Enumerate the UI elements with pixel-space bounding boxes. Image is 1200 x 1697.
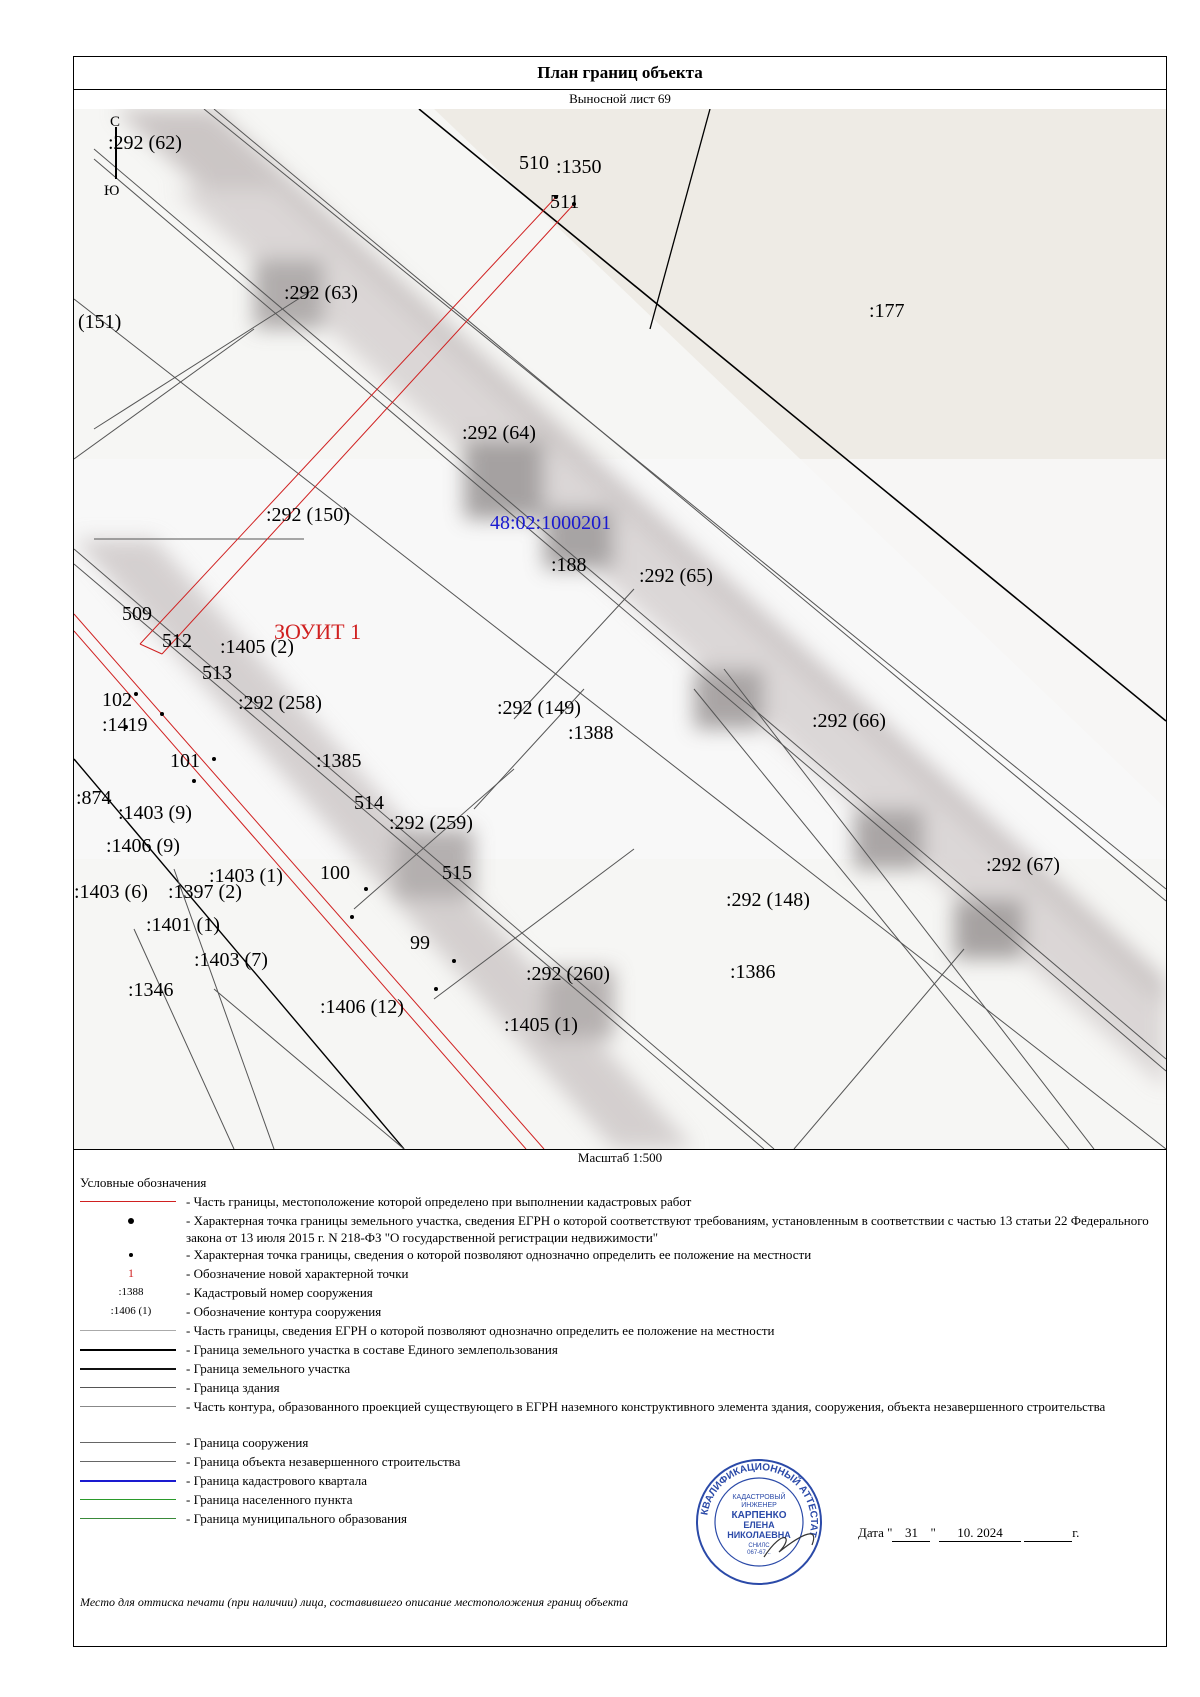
map-label: 510 [519, 152, 549, 174]
map-label: :292 (67) [986, 854, 1060, 876]
legend-text: - Граница объекта незавершенного строительства [186, 1454, 461, 1469]
map-label: 509 [122, 603, 152, 625]
map-label: :292 (148) [726, 889, 810, 911]
legend-text: - Обозначение контура сооружения [186, 1304, 382, 1319]
seal-outer-text: КВАЛИФИКАЦИОННЫЙ АТТЕСТАТ [699, 1461, 820, 1538]
seal-text: НИКОЛАЕВНА [727, 1530, 791, 1540]
legend-symbol [80, 1322, 182, 1341]
map-label: :292 (260) [526, 963, 610, 985]
legend-symbol [80, 1472, 182, 1491]
map-label: 101 [170, 750, 200, 772]
map-area [74, 109, 1166, 1150]
legend-item [80, 1246, 1160, 1265]
legend-item [80, 1341, 1160, 1360]
legend-text: - Часть границы, местоположение которой определено при выполнении кадастровых работ [186, 1194, 692, 1209]
map-label: :292 (63) [284, 282, 358, 304]
map-label: :1403 (7) [194, 949, 268, 971]
seal-text: ИНЖЕНЕР [741, 1502, 777, 1509]
legend-text: - Граница кадастрового квартала [186, 1473, 367, 1488]
legend-item [80, 1193, 1160, 1212]
scale-label: Масштаб 1:500 [577, 1150, 663, 1165]
legend-item [80, 1360, 1160, 1379]
legend-text: - Часть границы, сведения ЕГРН о которой позволяют однозначно определить ее положение на местности [186, 1323, 775, 1338]
map-label: :1350 [556, 156, 602, 178]
legend [80, 1193, 1160, 1529]
seal-text: КАДАСТРОВЫЙ [732, 1494, 786, 1501]
legend-item [80, 1472, 1160, 1491]
map-label: :177 [869, 300, 905, 322]
map-label: :292 (66) [812, 710, 886, 732]
legend-text: - Кадастровый номер сооружения [186, 1285, 373, 1300]
seal-text: ЕЛЕНА [743, 1520, 775, 1530]
legend-item [80, 1265, 1160, 1284]
date-prefix: Дата " [858, 1525, 893, 1540]
map-label: :1406 (9) [106, 835, 180, 857]
legend-text: - Граница земельного участка в составе Единого землепользования [186, 1342, 558, 1357]
map-label: :1346 [128, 979, 174, 1001]
legend-text: - Граница сооружения [186, 1435, 309, 1450]
legend-item [80, 1212, 1160, 1246]
map-label: :1385 [316, 750, 362, 772]
map-label: :292 (149) [497, 697, 581, 719]
date-suffix: г. [1072, 1525, 1080, 1540]
map-label: :1405 (1) [504, 1014, 578, 1036]
south-label: Ю [104, 183, 120, 199]
map-label: 514 [354, 792, 384, 814]
legend-text: - Характерная точка границы, сведения о которой позволяют однозначно определить ее положение на местности [186, 1247, 812, 1262]
map-label: 515 [442, 862, 472, 884]
map-label: :292 (259) [389, 812, 473, 834]
quarter-label: 48:02:1000201 [490, 512, 612, 534]
north-label: С [110, 114, 121, 130]
legend-item [80, 1303, 1160, 1322]
legend-item [80, 1322, 1160, 1341]
stamp-place-note: Место для оттиска печати (при наличии) лица, составившего описание местоположения границ объекта [80, 1595, 629, 1609]
zone-label: ЗОУИТ 1 [274, 619, 362, 644]
legend-symbol [80, 1193, 182, 1212]
legend-item [80, 1284, 1160, 1303]
date-quote: " [930, 1525, 936, 1540]
map-label: :1403 (6) [74, 881, 148, 903]
legend-text: - Граница муниципального образования [186, 1511, 408, 1526]
map-label: :1419 [102, 714, 148, 736]
map-label: :1386 [730, 961, 776, 983]
map-label: :1388 [568, 722, 614, 744]
legend-item [80, 1379, 1160, 1398]
map-label: 512 [162, 630, 192, 652]
legend-symbol [80, 1453, 182, 1472]
legend-text: - Обозначение новой характерной точки [186, 1266, 409, 1281]
map-label: 100 [320, 862, 350, 884]
map-label: :1397 (2) [168, 881, 242, 903]
legend-symbol [80, 1379, 182, 1398]
legend-text: - Часть контура, образованного проекцией существующего в ЕГРН наземного конструктивного элемента здания, сооружения, объекта незавершенного строительства [186, 1399, 1106, 1414]
legend-symbol [80, 1212, 182, 1231]
legend-text: - Характерная точка границы земельного участка, сведения ЕГРН о которой соответствуют требованиям, установленным в соответствии с частью 13 статьи 22 Федерального закона от 13 июля 2015 г. N 218-ФЗ "О государственной регистрации недвижимости" [186, 1213, 1149, 1245]
legend-item [80, 1491, 1160, 1510]
legend-symbol [80, 1491, 182, 1510]
map-label: :292 (64) [462, 422, 536, 444]
legend-symbol [80, 1246, 182, 1265]
legend-symbol [80, 1398, 182, 1417]
page-title: План границ объекта [74, 57, 1166, 90]
legend-symbol [80, 1360, 182, 1379]
seal-text: СНИЛС [748, 1543, 770, 1549]
legend-item [80, 1398, 1160, 1434]
map-label: :292 (150) [266, 504, 350, 526]
sheet-subtitle: Выносной лист 69 [74, 89, 1166, 110]
map-label: :188 [551, 554, 587, 576]
map-label: :1406 (12) [320, 996, 404, 1018]
seal-text: КАРПЕНКО [731, 1510, 787, 1521]
engineer-seal [694, 1457, 824, 1587]
map-label: :1403 (1) [209, 865, 283, 887]
legend-item [80, 1453, 1160, 1472]
map-label: :292 (65) [639, 565, 713, 587]
legend-text: - Граница населенного пункта [186, 1492, 353, 1507]
legend-symbol: :1406 (1) [110, 1305, 152, 1317]
legend-symbol [80, 1510, 182, 1529]
date-line [858, 1525, 1079, 1542]
legend-symbol [80, 1434, 182, 1453]
map-label: :874 [76, 787, 112, 809]
map-label: (151) [78, 311, 122, 333]
legend-symbol [80, 1341, 182, 1360]
map-label: 513 [202, 662, 232, 684]
map-label: :1401 (1) [146, 914, 220, 936]
date-blank [1024, 1525, 1072, 1542]
map-label: :1403 (9) [118, 802, 192, 824]
legend-title: Условные обозначения [80, 1175, 207, 1190]
legend-item [80, 1434, 1160, 1453]
date-day: 31 [892, 1525, 930, 1542]
map-label: 99 [410, 932, 430, 954]
map-label: :1405 (2) [220, 636, 294, 658]
legend-text: - Граница земельного участка [186, 1361, 351, 1376]
map-svg [74, 109, 1166, 1149]
legend-symbol: :1388 [118, 1286, 144, 1298]
map-label: :292 (258) [238, 692, 322, 714]
date-month-year: 10. 2024 [939, 1525, 1021, 1542]
map-label: 511 [550, 191, 580, 213]
seal-text: 067-67... [747, 1550, 771, 1556]
legend-symbol: 1 [128, 1266, 134, 1280]
legend-text: - Граница здания [186, 1380, 280, 1395]
map-label: :292 (62) [108, 132, 182, 154]
map-label: 102 [102, 689, 132, 711]
document-frame [73, 56, 1167, 1647]
